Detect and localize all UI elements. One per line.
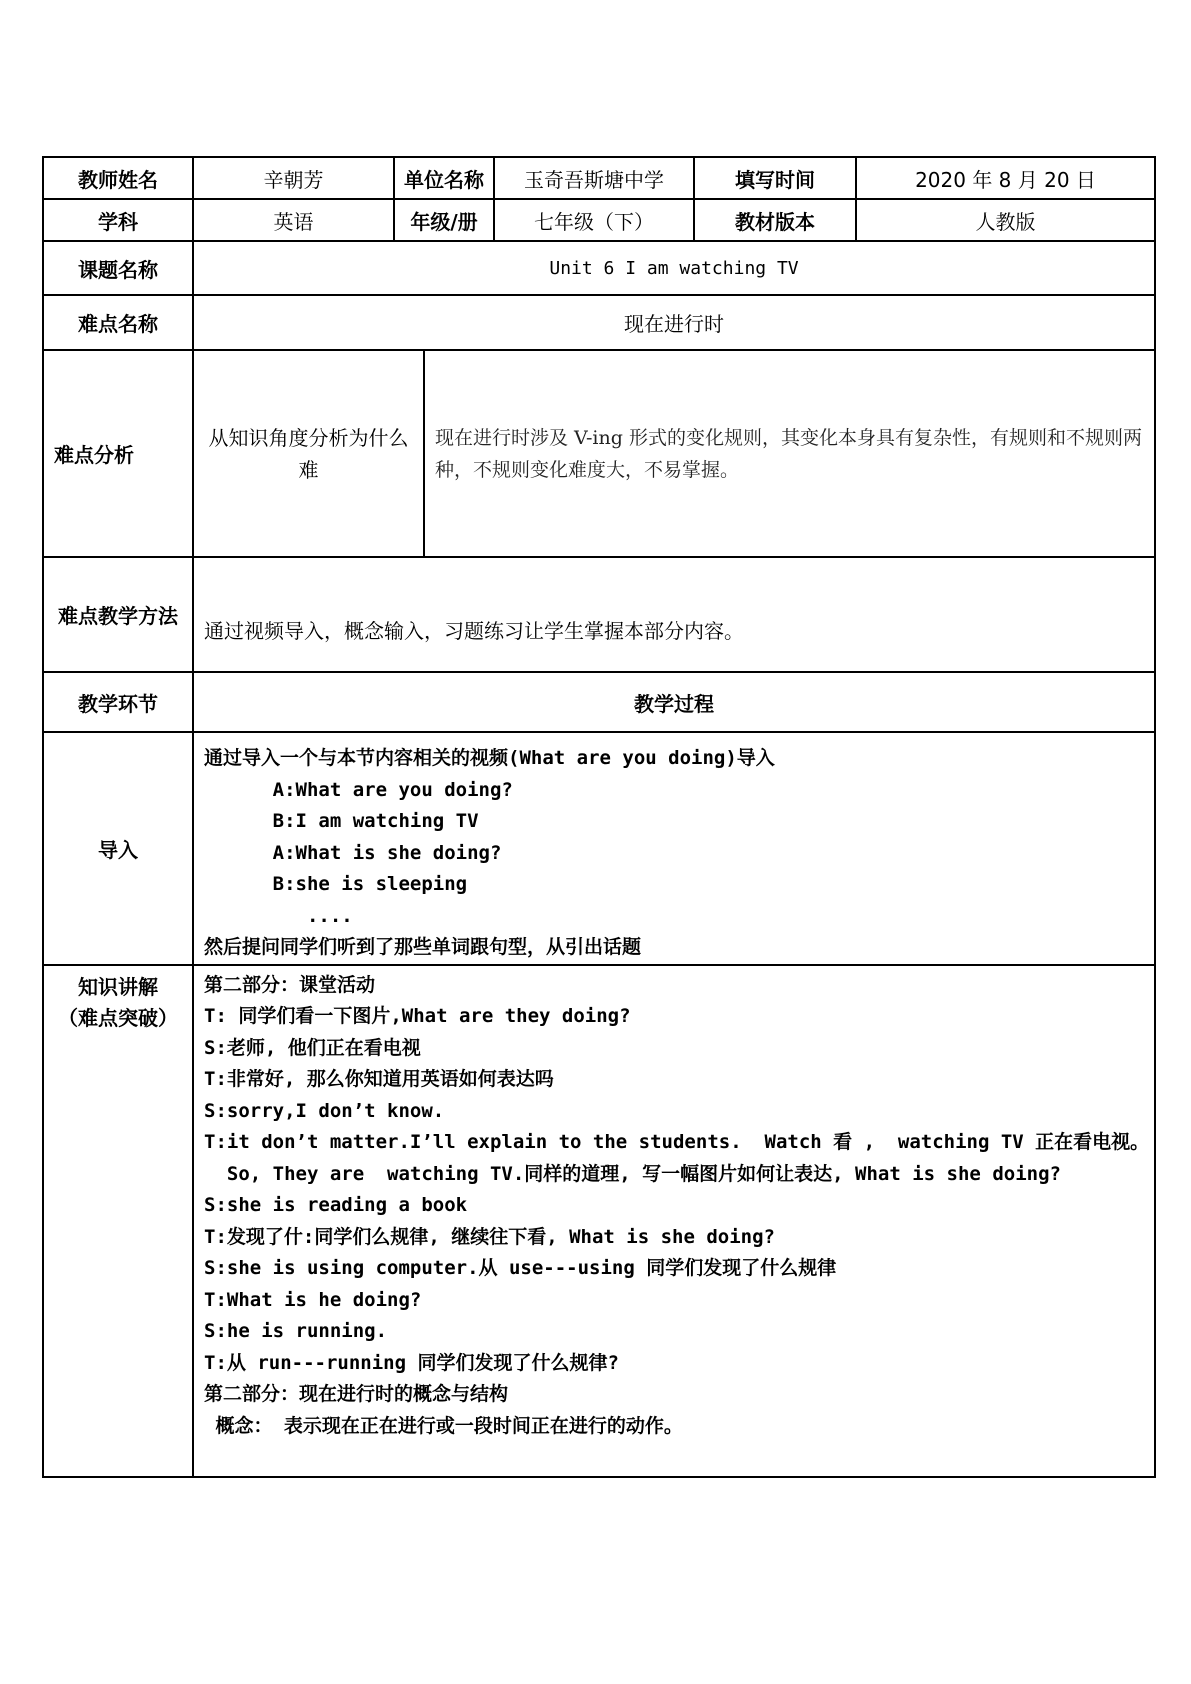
- intro-lines: [204, 743, 1144, 964]
- unit-name-label: 单位名称: [394, 157, 494, 199]
- fill-date-value: 2020 年 8 月 20 日: [856, 157, 1155, 199]
- difficulty-value: 现在进行时: [193, 295, 1155, 350]
- explain-label: [43, 965, 193, 1477]
- intro-line: 通过导入一个与本节内容相关的视频(What are you doing)导入: [204, 747, 775, 769]
- method-label: 难点教学方法: [43, 557, 193, 672]
- header-row-2: [43, 199, 1155, 241]
- explain-line: S:sorry,I don’t know.: [204, 1099, 445, 1122]
- teacher-name-value: 辛朝芳: [193, 157, 394, 199]
- explain-lines: [204, 970, 1150, 1443]
- grade-label: 年级/册: [394, 199, 494, 241]
- topic-label: 课题名称: [43, 241, 193, 295]
- teacher-name-label: 教师姓名: [43, 157, 193, 199]
- process-header-row: [43, 672, 1155, 732]
- intro-line: B:I am watching TV: [204, 810, 479, 832]
- explain-line: T:从 run---running 同学们发现了什么规律?: [204, 1351, 619, 1374]
- explain-line: S:老师, 他们正在看电视: [204, 1036, 421, 1059]
- topic-row: [43, 241, 1155, 295]
- topic-value: Unit 6 I am watching TV: [193, 241, 1155, 295]
- explain-line: So, They are watching TV.同样的道理, 写一幅图片如何让表达, What is she doing?: [204, 1162, 1061, 1185]
- explain-line: S:she is reading a book: [204, 1194, 468, 1216]
- analysis-sub-label: 从知识角度分析为什么难: [193, 350, 424, 557]
- header-row-1: [43, 157, 1155, 199]
- intro-row: [43, 732, 1155, 965]
- analysis-label: 难点分析: [43, 350, 193, 557]
- intro-line: B:she is sleeping: [204, 873, 468, 895]
- difficulty-label: 难点名称: [43, 295, 193, 350]
- lesson-plan-table: [42, 156, 1156, 1478]
- process-stage-label: 教学环节: [43, 672, 193, 732]
- explain-line: T:What is he doing?: [204, 1288, 422, 1311]
- explain-line: 第二部分：现在进行时的概念与结构: [204, 1383, 509, 1405]
- intro-line: A:What is she doing?: [204, 841, 502, 864]
- intro-content: [193, 732, 1155, 965]
- subject-label: 学科: [43, 199, 193, 241]
- grade-value: 七年级（下）: [494, 199, 694, 241]
- explain-line: 第二部分：课堂活动: [204, 973, 376, 996]
- intro-line: 然后提问同学们听到了那些单词跟句型，从引出话题: [204, 936, 642, 958]
- explain-label-line2: （难点突破）: [58, 1005, 178, 1030]
- explain-line: T:发现了什:同学们么规律, 继续往下看, What is she doing?: [204, 1225, 775, 1248]
- process-title: 教学过程: [193, 672, 1155, 732]
- intro-line: A:What are you doing?: [204, 778, 513, 801]
- fill-date-label: 填写时间: [694, 157, 856, 199]
- method-text: 通过视频导入，概念输入，习题练习让学生掌握本部分内容。: [193, 557, 1155, 672]
- method-row: [43, 557, 1155, 672]
- explain-row: [43, 965, 1155, 1477]
- explain-line: S:she is using computer.从 use---using 同学们发现了什么规律: [204, 1257, 837, 1279]
- explain-line: T:非常好, 那么你知道用英语如何表达吗: [204, 1068, 554, 1090]
- intro-label: 导入: [43, 732, 193, 965]
- analysis-row: [43, 350, 1155, 557]
- edition-label: 教材版本: [694, 199, 856, 241]
- intro-line: ....: [204, 904, 353, 927]
- edition-value: 人教版: [856, 199, 1155, 241]
- explain-line: T: 同学们看一下图片,What are they doing?: [204, 1005, 631, 1027]
- explain-label-line1: 知识讲解: [78, 974, 158, 999]
- lesson-plan-document: [42, 156, 1154, 1478]
- analysis-text: 现在进行时涉及 V-ing 形式的变化规则，其变化本身具有复杂性，有规则和不规则两种，不规则变化难度大，不易掌握。: [424, 350, 1155, 557]
- explain-content: [193, 965, 1155, 1477]
- unit-name-value: 玉奇吾斯塘中学: [494, 157, 694, 199]
- difficulty-row: [43, 295, 1155, 350]
- explain-line: S:he is running.: [204, 1320, 388, 1342]
- explain-line: T:it don’t matter.I’ll explain to the students. Watch 看 , watching TV 正在看电视。: [204, 1131, 1150, 1153]
- explain-line: 概念： 表示现在正在进行或一段时间正在进行的动作。: [204, 1414, 683, 1437]
- subject-value: 英语: [193, 199, 394, 241]
